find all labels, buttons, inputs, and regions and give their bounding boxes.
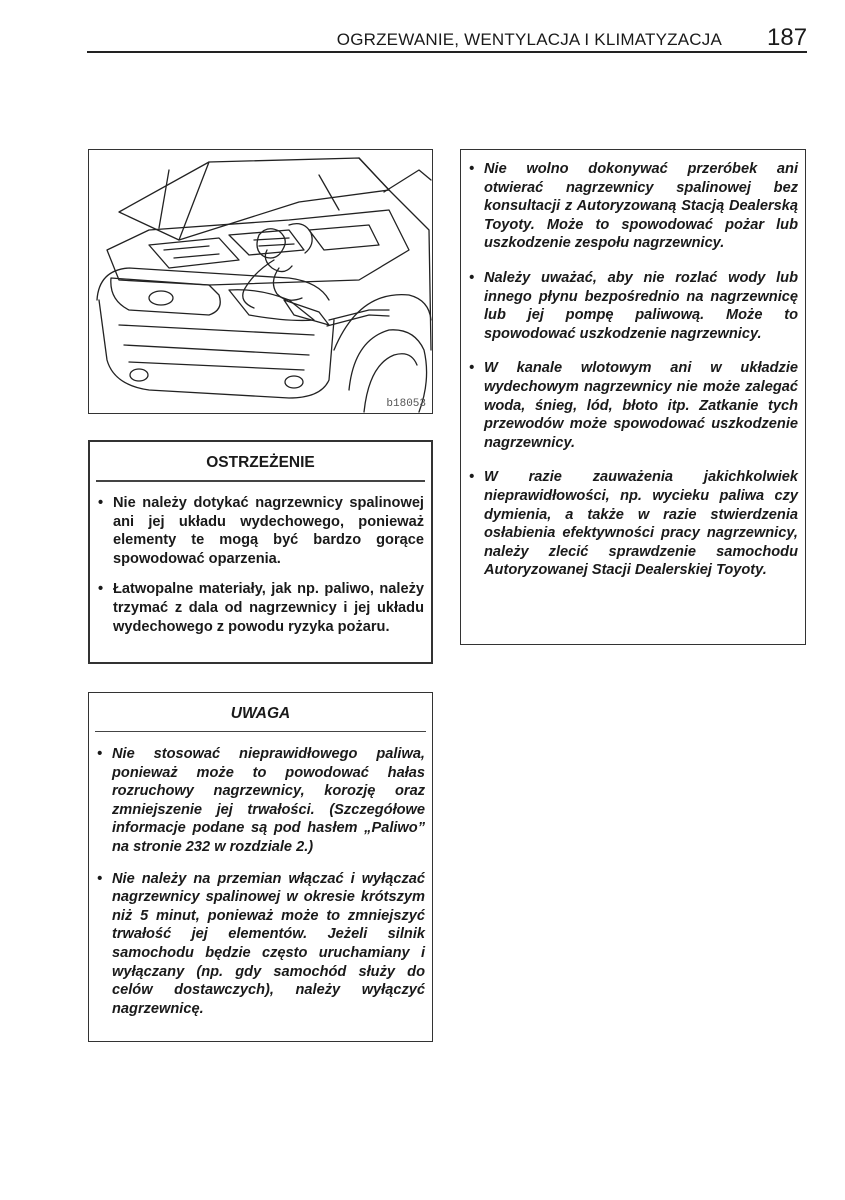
caution-list	[89, 745, 432, 1018]
bullet-icon: •	[98, 495, 104, 511]
car-engine-illustration-icon	[89, 150, 432, 413]
notice-item-text: W razie zauważenia jakichkolwiek nieprawidłowości, np. wycieku paliwa czy dymienia, a także w razie stwierdzenia osłabienia efektywności pracy nagrzewnicy, należy zlecić sprawdzenie samochodu Autoryzowanej Stacji Dealerskiej Toyoty.	[484, 469, 798, 579]
bullet-icon: •	[469, 469, 475, 486]
caution-item-text: Nie należy na przemian włączać i wyłączać nagrzewnicy spalinowej w okresie krótszym niż 5 minut, ponieważ może to zmniejszyć trwałość jej elementów. Jeżeli silnik samochodu będzie często uruchamiany i wyłączany (np. gdy samochód służy do celów dostawczych), należy wyłączyć nagrzewnicę.	[112, 870, 425, 1017]
notice-item-text: Nie wolno dokonywać przeróbek ani otwierać nagrzewnicy spalinowej bez konsultacji z Autoryzowaną Stacją Dealerską Toyoty. Może to spowodować pożar lub uszkodzenie zespołu nagrzewnicy.	[484, 161, 798, 252]
notice-item-text: W kanale wlotowym ani w układzie wydechowym nagrzewnicy nie może zalegać woda, śnieg, lód, błoto itp. Zatkanie tych przewodów może spowodować uszkodzenie nagrzewnicy.	[484, 360, 798, 451]
notice-item-text: Należy uważać, aby nie rozlać wody lub innego płynu bezpośrednio na nagrzewnicę lub jej pompę paliwową. Może to spowodować uszkodzenie nagrzewnicy.	[484, 269, 798, 342]
warning-item	[98, 580, 424, 636]
warning-item-text: Łatwopalne materiały, jak np. paliwo, należy trzymać z dala od nagrzewnicy i jej układu wydechowego z powodu ryzyka pożaru.	[113, 581, 424, 635]
bullet-icon: •	[97, 746, 103, 762]
bullet-icon: •	[469, 360, 475, 377]
caution-item	[97, 745, 425, 857]
notice-item	[469, 468, 798, 580]
header-rule	[87, 51, 807, 53]
caution-title: UWAGA	[95, 693, 426, 732]
bullet-icon: •	[98, 581, 104, 598]
warning-item-text: Nie należy dotykać nagrzewnicy spalinowej ani jej układu wydechowego, ponieważ elementy te mogą być bardzo gorące spowodować oparzenia.	[113, 495, 424, 567]
warning-box	[88, 440, 433, 664]
caution-item	[97, 870, 425, 1019]
notice-box	[460, 149, 806, 645]
car-engine-figure	[88, 149, 433, 414]
caution-box	[88, 692, 433, 1042]
warning-title: OSTRZEŻENIE	[96, 442, 425, 482]
bullet-icon: •	[97, 870, 103, 887]
notice-item	[469, 359, 798, 452]
caution-item-text: Nie stosować nieprawidłowego paliwa, ponieważ może to powodować hałas rozruchowy nagrzewnicy, korozję oraz zmniejszenie jej trwałości. (Szczegółowe informacje podane są pod hasłem „Paliwo” na stronie 232 w rozdziale 2.)	[112, 746, 425, 855]
notice-item	[469, 160, 798, 253]
figure-code: b18053	[386, 398, 426, 410]
warning-list	[90, 494, 431, 636]
page-number: 187	[767, 24, 808, 51]
bullet-icon: •	[469, 161, 475, 177]
bullet-icon: •	[469, 269, 475, 286]
running-header-title: OGRZEWANIE, WENTYLACJA I KLIMATYZACJA	[336, 30, 722, 49]
notice-item	[469, 269, 798, 343]
warning-item	[98, 494, 424, 568]
notice-list	[461, 150, 805, 580]
